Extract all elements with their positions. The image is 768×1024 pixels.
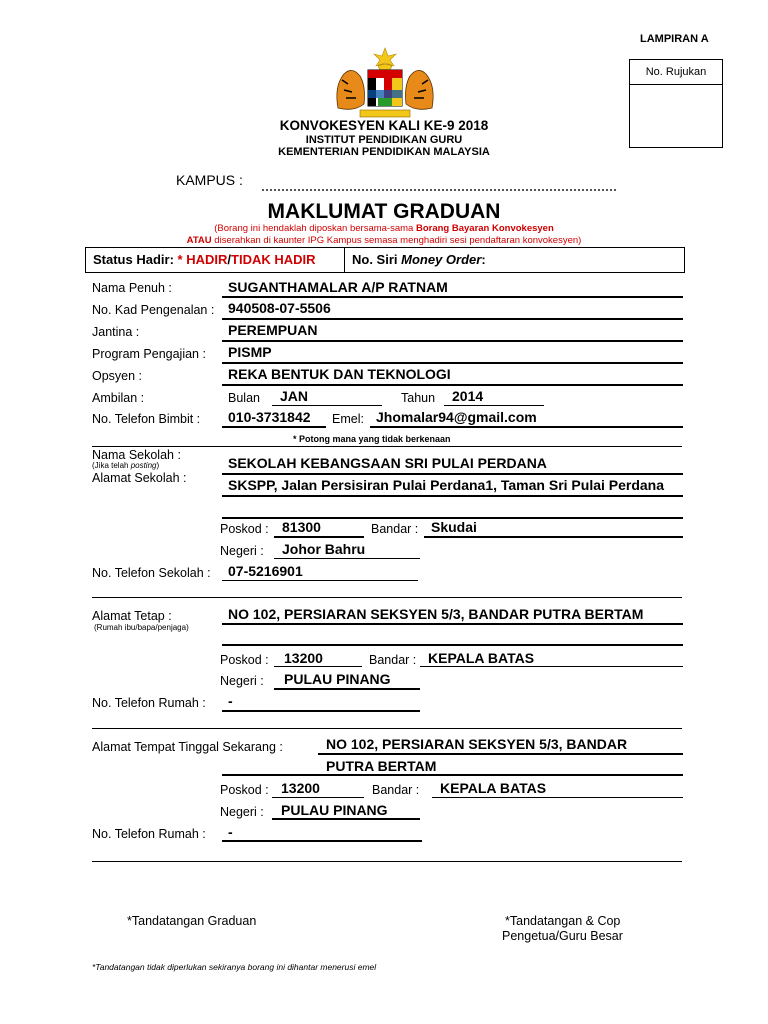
alamat-tetap-line-2: [222, 644, 683, 646]
program-label: Program Pengajian :: [92, 347, 206, 361]
telefon-bimbit-line: [222, 426, 326, 428]
tetap-bandar-line: [420, 666, 683, 667]
opsyen-label: Opsyen :: [92, 369, 143, 383]
nama-label: Nama Penuh :: [92, 281, 172, 295]
title-line-2: INSTITUT PENDIDIKAN GURU: [305, 134, 463, 146]
alamat-sekolah-line-1: [222, 495, 683, 497]
sekarang-negeri-value[interactable]: PULAU PINANG: [281, 802, 388, 818]
posting-note: (Jika telah posting): [92, 461, 160, 470]
sekarang-bandar-line: [432, 797, 683, 798]
sekolah-negeri-value[interactable]: Johor Bahru: [282, 541, 366, 557]
alamat-tetap-note: (Rumah ibu/bapa/penjaga): [94, 623, 189, 632]
alamat-sekarang-label: Alamat Tempat Tinggal Sekarang :: [92, 740, 283, 754]
sekolah-negeri-line: [274, 558, 420, 559]
tahun-line: [444, 405, 544, 406]
coat-of-arms-logo: [330, 46, 440, 121]
program-value[interactable]: PISMP: [228, 344, 272, 360]
ambilan-label: Ambilan :: [92, 391, 145, 405]
bulan-label: Bulan: [228, 391, 260, 405]
nama-sekolah-value[interactable]: SEKOLAH KEBANGSAAN SRI PULAI PERDANA: [228, 455, 547, 471]
sekarang-poskod-value[interactable]: 13200: [281, 780, 320, 796]
sekolah-negeri-label: Negeri :: [220, 544, 264, 558]
status-tidak-hadir-option[interactable]: TIDAK HADIR: [231, 252, 316, 267]
divider: [92, 446, 682, 447]
ic-value[interactable]: 940508-07-5506: [228, 300, 331, 316]
tetap-negeri-label: Negeri :: [220, 674, 264, 688]
telefon-sekolah-label: No. Telefon Sekolah :: [92, 566, 211, 580]
divider: [92, 597, 682, 598]
tetap-poskod-line: [274, 666, 362, 667]
sekolah-poskod-line: [274, 536, 364, 538]
alamat-tetap-value[interactable]: NO 102, PERSIARAN SEKSYEN 5/3, BANDAR PUTRA BERTAM: [228, 606, 644, 622]
ic-line: [222, 318, 683, 320]
jantina-value[interactable]: PEREMPUAN: [228, 322, 318, 338]
sekarang-negeri-line: [272, 818, 420, 820]
telefon-bimbit-label: No. Telefon Bimbit :: [92, 412, 201, 426]
alamat-sekarang-line-2: [222, 774, 683, 776]
lampiran-label: LAMPIRAN A: [640, 33, 709, 45]
bulan-value[interactable]: JAN: [280, 388, 309, 404]
sekarang-negeri-label: Negeri :: [220, 805, 264, 819]
sekolah-bandar-line: [424, 536, 683, 538]
kampus-label: KAMPUS :: [176, 172, 243, 188]
telefon-bimbit-value[interactable]: 010-3731842: [228, 409, 311, 425]
alamat-tetap-label: Alamat Tetap :: [92, 609, 172, 623]
sekarang-telefon-value[interactable]: -: [228, 824, 233, 840]
tetap-telefon-label: No. Telefon Rumah :: [92, 696, 206, 710]
emel-line: [370, 426, 683, 428]
title-line-1: KONVOKESYEN KALI KE-9 2018: [279, 118, 489, 133]
opsyen-line: [222, 384, 683, 386]
money-order-field[interactable]: No. Siri Money Order:: [352, 252, 486, 267]
potong-note: * Potong mana yang tidak berkenaan: [293, 434, 451, 444]
sekarang-telefon-label: No. Telefon Rumah :: [92, 827, 206, 841]
nama-value[interactable]: SUGANTHAMALAR A/P RATNAM: [228, 279, 448, 295]
form-note-2: ATAU diserahkan di kaunter IPG Kampus semasa menghadiri sesi pendaftaran konvokesyen): [186, 235, 582, 246]
sekolah-poskod-value[interactable]: 81300: [282, 519, 321, 535]
telefon-sekolah-line: [222, 580, 418, 581]
jantina-label: Jantina :: [92, 325, 140, 339]
footer-note: *Tandatangan tidak diperlukan sekiranya borang ini dihantar menerusi emel: [92, 962, 377, 972]
alamat-sekolah-label: Alamat Sekolah :: [92, 471, 187, 485]
sekarang-poskod-line: [272, 797, 364, 798]
program-line: [222, 362, 683, 364]
tetap-telefon-line: [222, 710, 420, 712]
alamat-sekarang-line-1: [318, 753, 683, 755]
status-hadir-option[interactable]: HADIR: [186, 252, 228, 267]
sekarang-poskod-label: Poskod :: [220, 783, 269, 797]
sekolah-bandar-label: Bandar :: [371, 522, 419, 536]
tahun-value[interactable]: 2014: [452, 388, 484, 404]
emel-label: Emel:: [332, 412, 364, 426]
rujukan-label: No. Rujukan: [630, 60, 722, 85]
status-hadir-field[interactable]: Status Hadir: * HADIR/TIDAK HADIR: [86, 248, 345, 272]
alamat-sekolah-value[interactable]: SKSPP, Jalan Persisiran Pulai Perdana1, Taman Sri Pulai Perdana: [228, 477, 665, 493]
sekarang-telefon-line: [222, 840, 422, 842]
sekolah-poskod-label: Poskod :: [220, 522, 269, 536]
sign-graduan: *Tandatangan Graduan: [127, 914, 257, 928]
tahun-label: Tahun: [401, 391, 436, 405]
opsyen-value[interactable]: REKA BENTUK DAN TEKNOLOGI: [228, 366, 451, 382]
jantina-line: [222, 340, 683, 342]
form-note-1: (Borang ini hendaklah diposkan bersama-sama Borang Bayaran Konvokesyen: [214, 223, 554, 234]
ic-label: No. Kad Pengenalan :: [92, 303, 215, 317]
tetap-poskod-value[interactable]: 13200: [284, 650, 323, 666]
alamat-sekarang-value-2[interactable]: PUTRA BERTAM: [326, 758, 437, 774]
title-line-3: KEMENTERIAN PENDIDIKAN MALAYSIA: [278, 146, 490, 158]
tetap-bandar-value[interactable]: KEPALA BATAS: [428, 650, 535, 666]
emel-value[interactable]: Jhomalar94@gmail.com: [376, 409, 537, 425]
form-heading: MAKLUMAT GRADUAN: [267, 200, 501, 223]
status-bar: [85, 247, 685, 273]
sekarang-bandar-value[interactable]: KEPALA BATAS: [440, 780, 547, 796]
tetap-negeri-value[interactable]: PULAU PINANG: [284, 671, 391, 687]
telefon-sekolah-value[interactable]: 07-5216901: [228, 563, 303, 579]
kampus-line: [262, 189, 616, 191]
tetap-bandar-label: Bandar :: [369, 653, 417, 667]
tetap-negeri-line: [274, 688, 420, 690]
nama-sekolah-line: [222, 473, 683, 475]
divider: [92, 728, 682, 729]
tetap-poskod-label: Poskod :: [220, 653, 269, 667]
alamat-tetap-line-1: [222, 623, 683, 625]
nama-sekolah-label: Nama Sekolah :: [92, 448, 181, 462]
divider: [92, 861, 682, 862]
tetap-telefon-value[interactable]: -: [228, 693, 233, 709]
sign-cop-line-2: Pengetua/Guru Besar: [502, 929, 623, 943]
alamat-sekarang-value-1[interactable]: NO 102, PERSIARAN SEKSYEN 5/3, BANDAR: [326, 736, 628, 752]
bulan-line: [272, 405, 382, 406]
sekolah-bandar-value[interactable]: Skudai: [431, 519, 477, 535]
sign-cop-line-1: *Tandatangan & Cop: [505, 914, 621, 928]
sekarang-bandar-label: Bandar :: [372, 783, 420, 797]
nama-line: [222, 296, 683, 298]
